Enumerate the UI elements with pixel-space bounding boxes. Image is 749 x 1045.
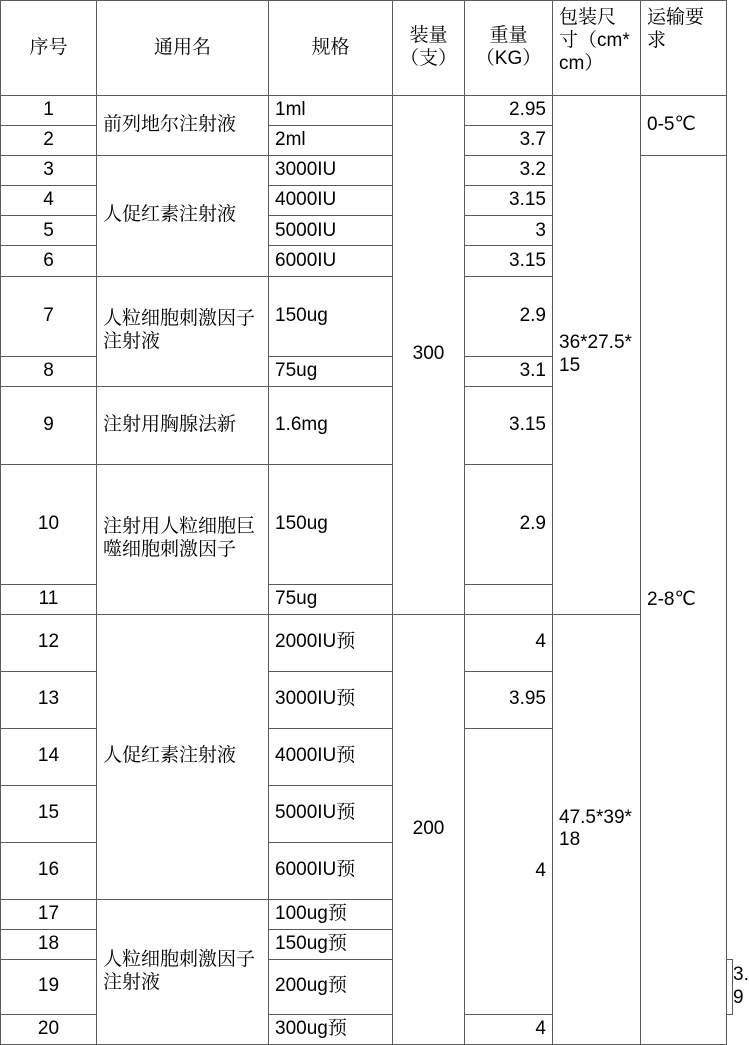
cell-index: 7	[1, 276, 97, 356]
cell-spec: 150ug	[269, 276, 393, 356]
cell-spec: 3000IU	[269, 156, 393, 186]
cell-generic-name: 人粒细胞刺激因子注射液	[97, 276, 269, 386]
cell-generic-name: 注射用人粒细胞巨噬细胞刺激因子	[97, 464, 269, 614]
cell-index: 8	[1, 356, 97, 386]
cell-weight: 3	[465, 216, 553, 246]
cell-spec: 2ml	[269, 126, 393, 156]
header-generic-name: 通用名	[97, 1, 269, 96]
cell-spec: 150ug	[269, 464, 393, 584]
cell-index: 6	[1, 246, 97, 276]
cell-spec: 1ml	[269, 96, 393, 126]
cell-weight: 4	[465, 614, 553, 671]
cell-spec: 1.6mg	[269, 386, 393, 464]
cell-spec: 200ug预	[269, 959, 393, 1014]
table-header	[1, 1, 733, 96]
cell-spec: 5000IU	[269, 216, 393, 246]
cell-index: 19	[1, 959, 97, 1014]
header-weight-line2: （KG）	[475, 48, 542, 69]
cell-weight: 2.95	[465, 96, 553, 126]
cell-weight: 2.9	[465, 276, 553, 356]
cell-weight: 3.7	[465, 126, 553, 156]
cell-spec: 4000IU预	[269, 728, 393, 785]
header-weight-line1: 重量	[489, 25, 528, 47]
table-header-row	[1, 1, 733, 96]
header-load-qty-line2: （支）	[399, 48, 457, 69]
cell-index: 11	[1, 584, 97, 614]
table-row	[1, 614, 733, 671]
cell-generic-name: 人粒细胞刺激因子注射液	[97, 899, 269, 1044]
cell-generic-name: 前列地尔注射液	[97, 96, 269, 156]
cell-index: 18	[1, 929, 97, 959]
cell-spec: 150ug预	[269, 929, 393, 959]
cell-index: 2	[1, 126, 97, 156]
cell-weight: 2.9	[465, 464, 553, 584]
header-load-qty	[393, 1, 465, 96]
cell-load-qty: 200	[393, 614, 465, 1044]
cell-weight	[465, 584, 553, 614]
header-transport: 运输要求	[641, 1, 727, 96]
cell-weight: 3.2	[465, 156, 553, 186]
cell-weight: 4	[465, 728, 553, 1014]
table-row	[1, 96, 733, 126]
cell-pack-size: 47.5*39*18	[553, 614, 641, 1044]
cell-index: 20	[1, 1014, 97, 1044]
cell-index: 3	[1, 156, 97, 186]
cell-spec: 4000IU	[269, 186, 393, 216]
header-pack-size: 包装尺寸（cm*cm）	[553, 1, 641, 96]
cell-index: 13	[1, 671, 97, 728]
header-index: 序号	[1, 1, 97, 96]
cell-spec: 300ug预	[269, 1014, 393, 1044]
cell-weight: 3.15	[465, 386, 553, 464]
cell-spec: 2000IU预	[269, 614, 393, 671]
cell-spec: 5000IU预	[269, 785, 393, 842]
cell-load-qty: 300	[393, 96, 465, 615]
cell-weight: 3.1	[465, 356, 553, 386]
cell-transport: 0-5℃	[641, 96, 727, 156]
header-weight	[465, 1, 553, 96]
cell-generic-name: 人促红素注射液	[97, 156, 269, 276]
cell-spec: 3000IU预	[269, 671, 393, 728]
cell-index: 16	[1, 842, 97, 899]
cell-spec: 75ug	[269, 356, 393, 386]
cell-index: 14	[1, 728, 97, 785]
cell-weight: 3.15	[465, 246, 553, 276]
header-load-qty-line1: 装量	[409, 25, 448, 47]
cell-index: 15	[1, 785, 97, 842]
cell-index: 5	[1, 216, 97, 246]
cell-transport: 2-8℃	[641, 156, 727, 1045]
cell-spec: 6000IU	[269, 246, 393, 276]
cell-generic-name: 注射用胸腺法新	[97, 386, 269, 464]
table-body	[1, 96, 749, 1045]
cell-weight: 3.15	[465, 186, 553, 216]
cell-index: 17	[1, 899, 97, 929]
cell-weight: 3.9	[727, 959, 733, 1014]
cell-index: 1	[1, 96, 97, 126]
cell-index: 9	[1, 386, 97, 464]
cell-spec: 6000IU预	[269, 842, 393, 899]
cell-spec: 75ug	[269, 584, 393, 614]
cell-index: 10	[1, 464, 97, 584]
cell-spec: 100ug预	[269, 899, 393, 929]
cell-index: 4	[1, 186, 97, 216]
cell-weight: 4	[465, 1014, 553, 1044]
cell-index: 12	[1, 614, 97, 671]
header-spec: 规格	[269, 1, 393, 96]
cell-generic-name: 人促红素注射液	[97, 614, 269, 899]
cell-weight: 3.95	[465, 671, 553, 728]
cell-pack-size: 36*27.5*15	[553, 96, 641, 615]
